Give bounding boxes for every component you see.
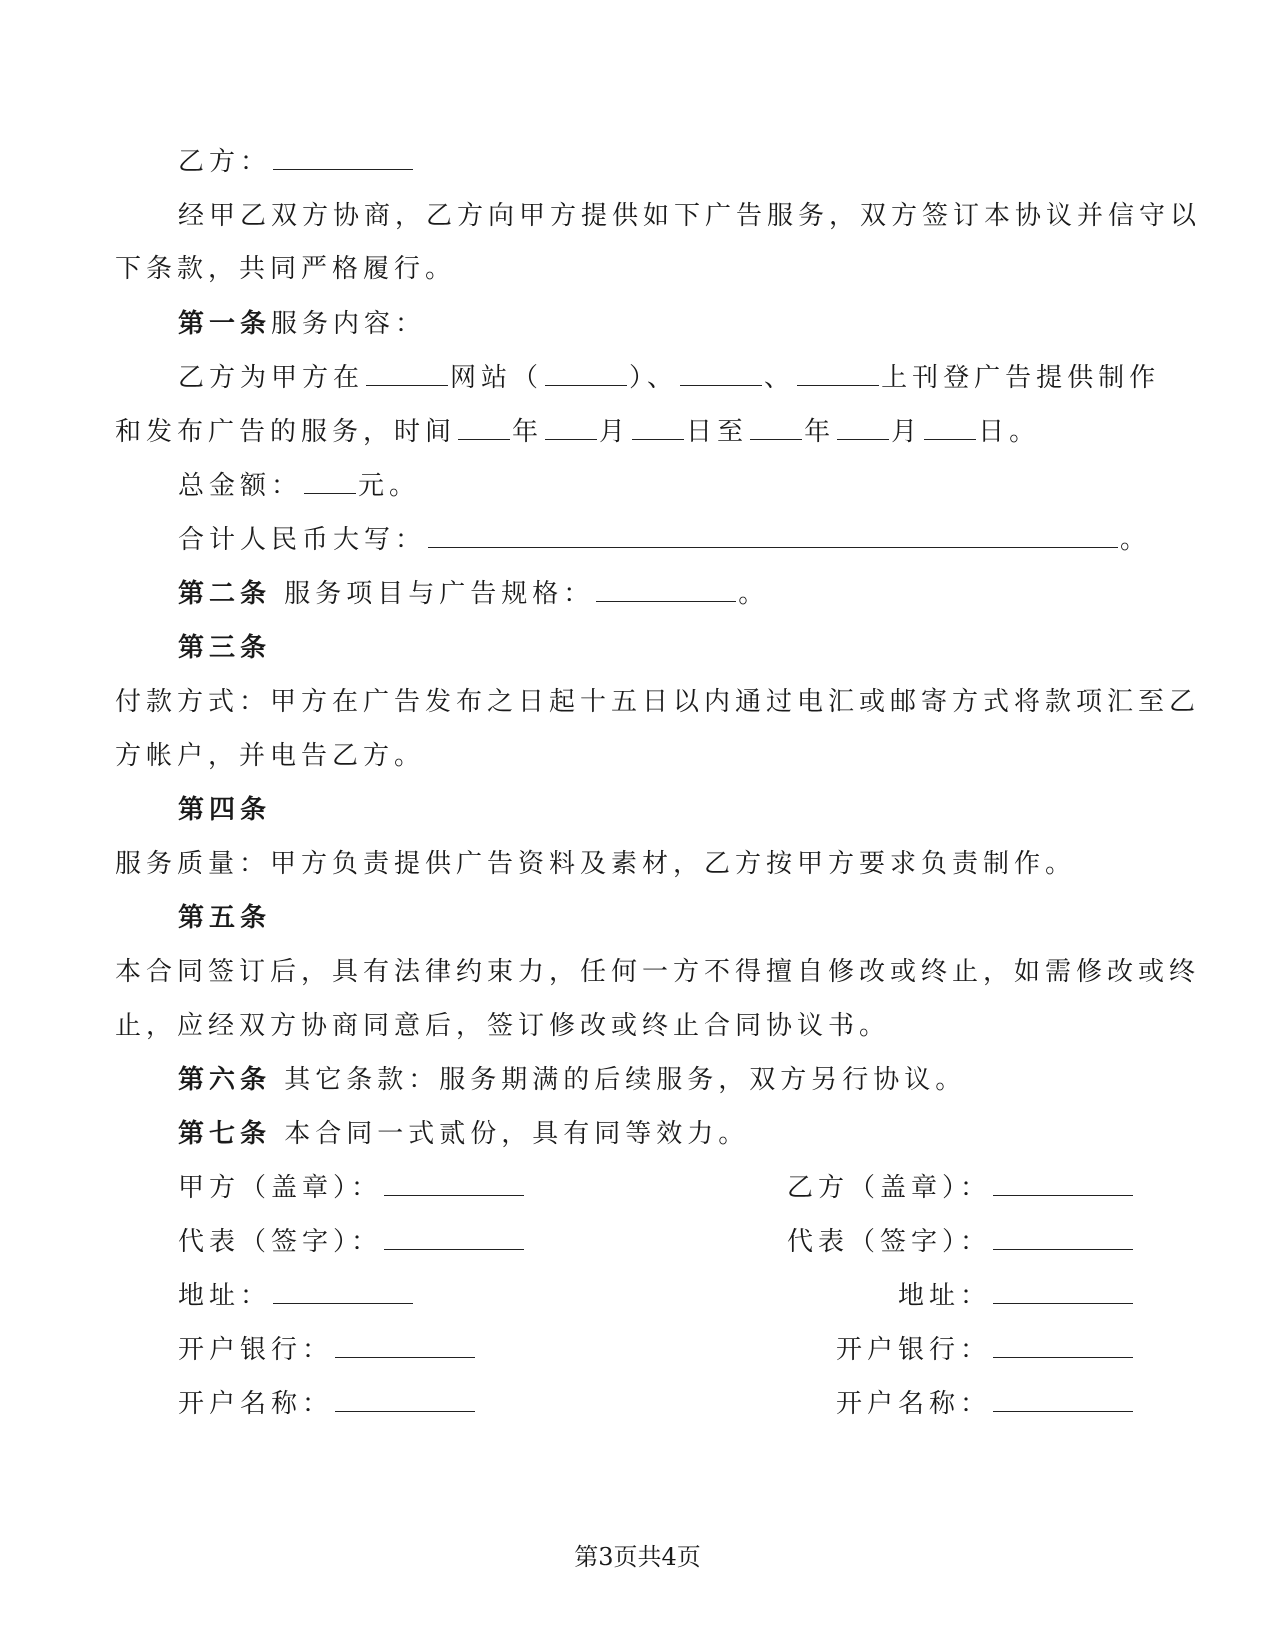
article1-text-d: 、 xyxy=(764,363,796,393)
article6-line xyxy=(0,1060,1275,1100)
article1-heading xyxy=(0,304,1275,344)
party-a-bank xyxy=(178,1330,477,1370)
party-a-account-name-label: 开户名称： xyxy=(178,1389,334,1419)
party-b-account-name-blank[interactable] xyxy=(993,1385,1133,1412)
party-a-rep-blank[interactable] xyxy=(384,1223,524,1250)
start-day-blank[interactable] xyxy=(632,413,684,440)
party-b-account-name xyxy=(836,1384,1135,1424)
article1-para-line-2 xyxy=(0,412,1275,452)
party-a-address-label: 地址： xyxy=(178,1281,272,1311)
article7-text: 本合同一式贰份，具有同等效力。 xyxy=(284,1119,750,1149)
article7-line xyxy=(0,1114,1275,1154)
start-month-blank[interactable] xyxy=(545,413,597,440)
party-b-bank-label: 开户银行： xyxy=(835,1335,991,1365)
article2-text: 服务项目与广告规格： xyxy=(284,579,595,609)
party-a-address xyxy=(178,1276,415,1316)
day-end-label: 日。 xyxy=(978,417,1041,447)
article2-line xyxy=(0,574,1275,614)
party-b-address-label: 地址： xyxy=(897,1281,991,1311)
party-b-address xyxy=(898,1276,1135,1316)
party-b-rep xyxy=(787,1222,1135,1262)
year-label-2: 年 xyxy=(804,417,836,447)
article1-heading-text: 服务内容： xyxy=(271,309,427,339)
party-a-account-name-blank[interactable] xyxy=(335,1385,475,1412)
signature-row-account-name xyxy=(0,1384,1275,1424)
intro-line-1: 经甲乙双方协商，乙方向甲方提供如下广告服务，双方签订本协议并信守以 xyxy=(178,201,1202,231)
party-a-seal-blank[interactable] xyxy=(384,1169,524,1196)
rmb-amount-line xyxy=(0,520,1275,560)
article6-title: 第六条 xyxy=(178,1065,272,1095)
start-year-blank[interactable] xyxy=(458,413,510,440)
article5-line-1: 本合同签订后，具有法律约束力，任何一方不得擅自修改或终止，如需修改或终 xyxy=(115,957,1201,987)
article1-text-e: 上刊登广告提供制作 xyxy=(881,363,1161,393)
party-b-bank xyxy=(836,1330,1135,1370)
end-day-blank[interactable] xyxy=(924,413,976,440)
total-amount-label: 总金额： xyxy=(178,471,303,501)
total-amount-blank[interactable] xyxy=(304,467,356,494)
rmb-amount-label: 合计人民币大写： xyxy=(178,525,427,555)
media-blank-1[interactable] xyxy=(680,359,762,386)
ad-spec-blank[interactable] xyxy=(596,575,736,602)
signature-row-address xyxy=(0,1276,1275,1316)
article5-line-2: 止，应经双方协商同意后，签订修改或终止合同协议书。 xyxy=(115,1011,891,1041)
party-a-address-blank[interactable] xyxy=(273,1277,413,1304)
article7-title: 第七条 xyxy=(178,1119,272,1149)
signature-row-bank xyxy=(0,1330,1275,1370)
party-b-bank-blank[interactable] xyxy=(993,1331,1133,1358)
article1-para-line-1 xyxy=(0,358,1275,398)
end-month-blank[interactable] xyxy=(837,413,889,440)
month-label-1: 月 xyxy=(599,417,631,447)
article3-line-2: 方帐户，并电告乙方。 xyxy=(115,741,426,771)
media-blank-2[interactable] xyxy=(797,359,879,386)
party-b-label: 乙方： xyxy=(178,147,272,177)
party-b-address-blank[interactable] xyxy=(993,1277,1133,1304)
article1-title: 第一条 xyxy=(178,309,272,339)
party-a-rep-label: 代表（签字）： xyxy=(178,1227,383,1257)
party-b-rep-blank[interactable] xyxy=(993,1223,1133,1250)
party-a-bank-blank[interactable] xyxy=(335,1331,475,1358)
article3-line-1: 付款方式：甲方在广告发布之日起十五日以内通过电汇或邮寄方式将款项汇至乙 xyxy=(115,687,1201,717)
intro-line-2: 下条款，共同严格履行。 xyxy=(115,254,457,284)
party-a-seal xyxy=(178,1168,526,1208)
article2-title: 第二条 xyxy=(178,579,272,609)
party-b-rep-label: 代表（签字）： xyxy=(786,1227,991,1257)
party-b-seal-blank[interactable] xyxy=(993,1169,1133,1196)
party-a-seal-label: 甲方（盖章）： xyxy=(178,1173,383,1203)
party-b-blank[interactable] xyxy=(273,143,413,170)
total-amount-line xyxy=(0,466,1275,506)
article1-text-a: 乙方为甲方在 xyxy=(178,363,365,393)
signature-row-rep xyxy=(0,1222,1275,1262)
signature-row-seal xyxy=(0,1168,1275,1208)
party-b-account-name-label: 开户名称： xyxy=(835,1389,991,1419)
article5-title: 第五条 xyxy=(178,903,272,933)
party-a-account-name xyxy=(178,1384,477,1424)
article1-text-c: ）、 xyxy=(629,363,679,393)
website-url-blank[interactable] xyxy=(545,359,627,386)
page-number-footer: 第3页共4页 xyxy=(574,1543,701,1571)
party-a-bank-label: 开户银行： xyxy=(178,1335,334,1365)
month-label-2: 月 xyxy=(891,417,923,447)
article1-time-label: 和发布广告的服务，时间 xyxy=(115,417,457,447)
total-amount-unit: 元。 xyxy=(358,471,421,501)
end-year-blank[interactable] xyxy=(750,413,802,440)
article3-title: 第三条 xyxy=(178,633,272,663)
day-to-label: 日至 xyxy=(686,417,749,447)
website-name-blank[interactable] xyxy=(366,359,448,386)
article2-end: 。 xyxy=(738,579,770,609)
article6-text: 其它条款：服务期满的后续服务，双方另行协议。 xyxy=(284,1065,967,1095)
article4-title: 第四条 xyxy=(178,795,272,825)
party-b-seal xyxy=(787,1168,1135,1208)
party-a-rep xyxy=(178,1222,526,1262)
rmb-amount-blank[interactable] xyxy=(428,521,1118,548)
rmb-amount-end: 。 xyxy=(1120,525,1152,555)
article4-line-1: 服务质量：甲方负责提供广告资料及素材，乙方按甲方要求负责制作。 xyxy=(115,849,1077,879)
party-b-seal-label: 乙方（盖章）： xyxy=(786,1173,991,1203)
party-b-line xyxy=(0,142,1275,182)
article1-text-b: 网站（ xyxy=(450,363,544,393)
year-label-1: 年 xyxy=(512,417,544,447)
